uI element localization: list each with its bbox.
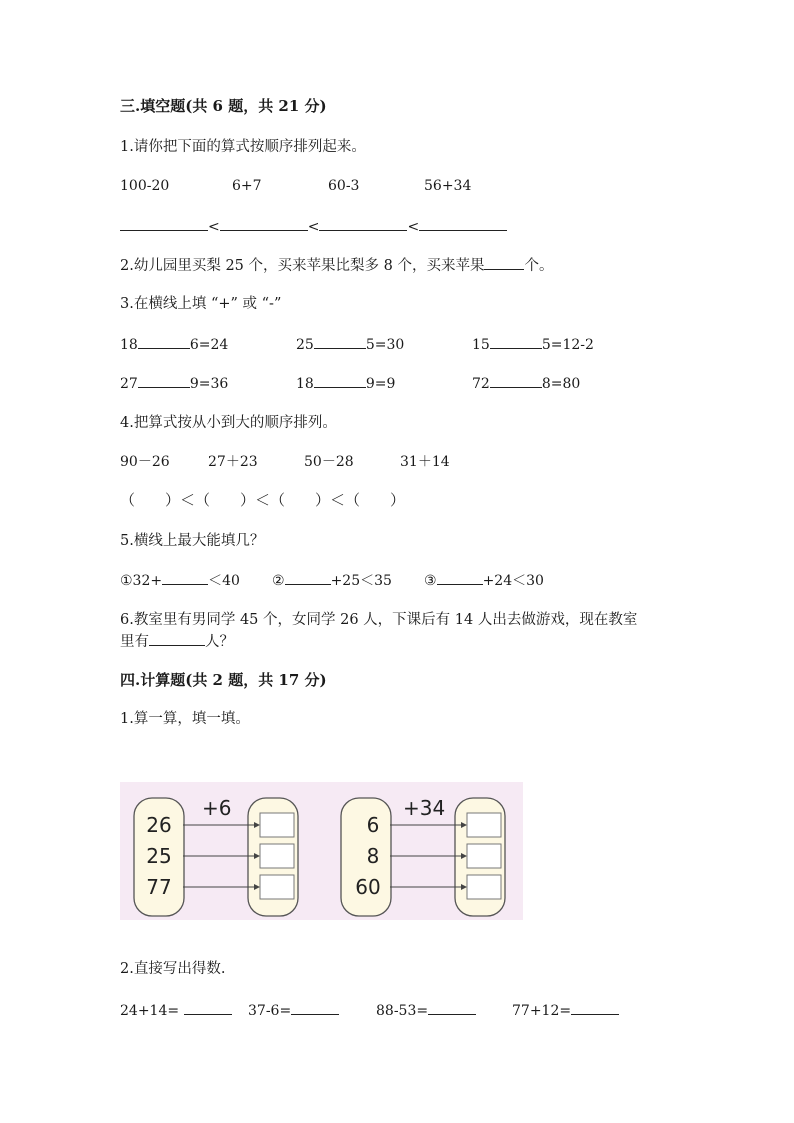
q3-item: 25 5=30	[296, 334, 404, 355]
less-than-sign: <	[208, 219, 220, 235]
calc-item: 88-53=	[376, 1000, 476, 1021]
q1-expression: 6+7	[232, 178, 262, 194]
q5-item: ③ +24＜30	[424, 570, 544, 591]
q2-prefix: 2.幼儿园里买梨 25 个，买来苹果比梨多 8 个，买来苹果	[120, 258, 485, 274]
answer-blank[interactable]	[285, 570, 331, 585]
calc-item: 77+12=	[512, 1000, 619, 1021]
answer-blank[interactable]	[314, 373, 366, 388]
answer-box[interactable]	[260, 813, 294, 837]
calc-item: 24+14=	[120, 1000, 232, 1021]
q3-item: 18 9=9	[296, 373, 395, 394]
q6-line2: 里有 人？	[120, 631, 234, 652]
answer-blank[interactable]	[162, 570, 208, 585]
calc-item: 37-6=	[248, 1000, 339, 1021]
q2-text	[120, 255, 553, 276]
answer-blank[interactable]	[571, 1000, 619, 1015]
answer-blank[interactable]	[149, 631, 205, 646]
q4-expression: 90－26	[120, 454, 170, 470]
answer-box[interactable]	[467, 875, 501, 899]
q4-expression: 27＋23	[208, 454, 258, 470]
answer-blank[interactable]	[484, 255, 524, 270]
q5-item: ② +25＜35	[272, 570, 392, 591]
input-number: 8	[366, 844, 380, 868]
q3-item: 18 6=24	[120, 334, 228, 355]
answer-blank[interactable]	[291, 1000, 339, 1015]
q4-expression: 50－28	[304, 454, 354, 470]
input-number: 26	[146, 813, 172, 837]
answer-blank[interactable]	[437, 570, 483, 585]
q6-line1: 6.教室里有男同学 45 个，女同学 26 人，下课后有 14 人出去做游戏，现在教室	[120, 612, 638, 628]
q2-suffix: 个。	[524, 258, 554, 274]
q1-expression: 100-20	[120, 178, 170, 194]
section-4-title: 四.计算题(共 2 题，共 17 分)	[120, 671, 327, 689]
answer-blank[interactable]	[138, 334, 190, 349]
answer-blank[interactable]	[184, 1000, 232, 1015]
q4-order-line: （ ）＜（ ）＜（ ）＜（ ）	[120, 491, 406, 509]
q1-order-line	[120, 216, 507, 237]
q3-prompt: 3.在横线上填 “+” 或 “-”	[120, 296, 282, 312]
answer-box[interactable]	[467, 844, 501, 868]
addition-mapping-figure	[120, 782, 523, 920]
operation-label: +6	[202, 796, 232, 820]
answer-box[interactable]	[260, 844, 294, 868]
operation-label: +34	[403, 796, 446, 820]
q1-prompt: 1.请你把下面的算式按顺序排列起来。	[120, 139, 366, 155]
answer-blank[interactable]	[490, 334, 542, 349]
input-number: 60	[355, 875, 381, 899]
less-than-sign: <	[407, 219, 420, 235]
q4-expression: 31＋14	[400, 454, 450, 470]
s4-q1-prompt: 1.算一算，填一填。	[120, 711, 250, 727]
q3-item: 15 5=12-2	[472, 334, 594, 355]
input-number: 77	[146, 875, 172, 899]
q1-expression: 60-3	[328, 178, 360, 194]
answer-blank[interactable]	[428, 1000, 476, 1015]
q5-prompt: 5.横线上最大能填几？	[120, 533, 265, 549]
answer-blank[interactable]	[314, 334, 366, 349]
input-number: 6	[366, 813, 380, 837]
less-than-sign: <	[307, 219, 320, 235]
section-3-title: 三.填空题(共 6 题，共 21 分)	[120, 97, 327, 115]
answer-box[interactable]	[260, 875, 294, 899]
answer-blank[interactable]	[220, 216, 308, 231]
q3-item: 72 8=80	[472, 373, 580, 394]
answer-blank[interactable]	[319, 216, 407, 231]
s4-q2-prompt: 2.直接写出得数.	[120, 961, 226, 977]
input-number: 25	[146, 844, 172, 868]
answer-blank[interactable]	[490, 373, 542, 388]
q5-item: ①32+ ＜40	[120, 570, 240, 591]
q4-prompt: 4.把算式按从小到大的顺序排列。	[120, 415, 337, 431]
answer-box[interactable]	[467, 813, 501, 837]
q3-item: 27 9=36	[120, 373, 228, 394]
answer-blank[interactable]	[120, 216, 208, 231]
answer-blank[interactable]	[419, 216, 507, 231]
answer-blank[interactable]	[138, 373, 190, 388]
q1-expression: 56+34	[424, 178, 472, 194]
